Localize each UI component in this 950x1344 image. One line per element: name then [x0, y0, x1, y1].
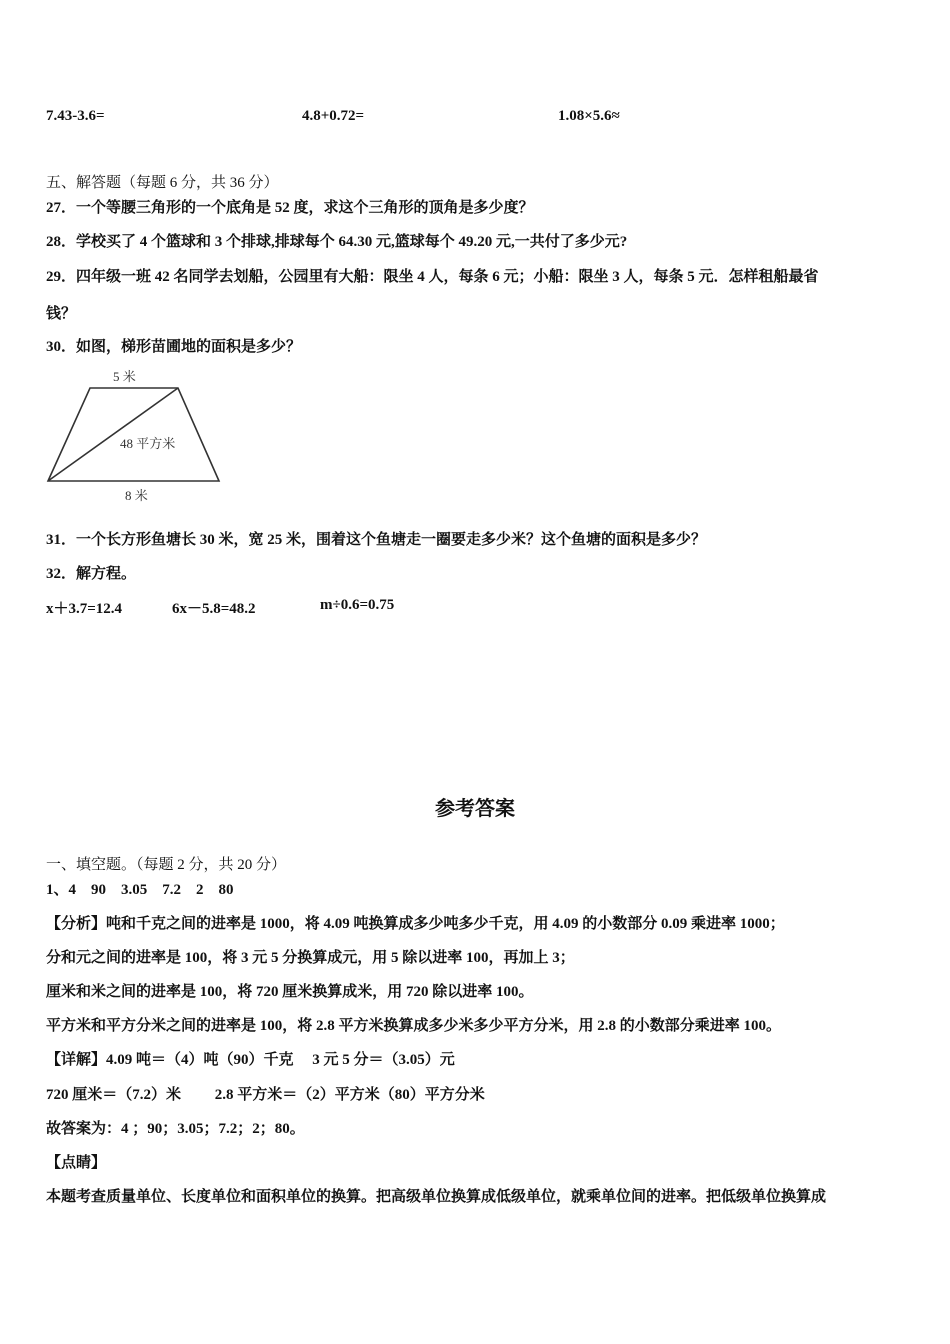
question-29-line1: 29．四年级一班 42 名同学去划船，公园里有大船：限坐 4 人，每条 6 元；小船：限坐 3 人，每条 5 元．怎样租船最省 [46, 269, 819, 285]
detail-tag: 【详解】 [46, 1052, 107, 1068]
area-label: 48 平方米 [120, 436, 176, 451]
question-30: 30．如图，梯形苗圃地的面积是多少？ [46, 339, 302, 355]
equation-1: x＋3.7=12.4 [46, 601, 123, 617]
question-32: 32．解方程。 [46, 566, 137, 582]
analysis-line-2: 分和元之间的进率是 100，将 3 元 5 分换算成元，用 5 除以进率 100，再加上 3； [46, 950, 575, 966]
detail-text-1: 4.09 吨＝（4）吨（90）千克 3 元 5 分＝（3.05）元 [106, 1052, 455, 1068]
analysis-line-1 [46, 914, 785, 934]
answers-section1-heading: 一、填空题。（每题 2 分，共 20 分） [46, 857, 287, 873]
question-31: 31．一个长方形鱼塘长 30 米，宽 25 米，围着这个鱼塘走一圈要走多少米？这个鱼塘的面积是多少？ [46, 532, 707, 548]
comment-line: 本题考查质量单位、长度单位和面积单位的换算。把高级单位换算成低级单位，就乘单位间的进率。把低级单位换算成 [46, 1189, 827, 1205]
trapezoid-shape [48, 388, 219, 481]
calc-item-2: 4.8+0.72= [302, 108, 365, 124]
comment-tag: 【点睛】 [46, 1155, 107, 1171]
trapezoid-figure [40, 364, 240, 509]
equation-3: m÷0.6=0.75 [320, 597, 395, 613]
equation-2: 6x－5.8=48.2 [172, 601, 256, 617]
question-28: 28．学校买了 4 个篮球和 3 个排球,排球每个 64.30 元,篮球每个 49.20 元,一共付了多少元? [46, 234, 628, 250]
answers-title: 参考答案 [435, 798, 515, 820]
analysis-line-3: 厘米和米之间的进率是 100，将 720 厘米换算成米，用 720 除以进率 100。 [46, 984, 534, 1000]
analysis-tag: 【分析】 [46, 916, 107, 932]
detail-line-1 [46, 1050, 455, 1070]
analysis-text-1: 吨和千克之间的进率是 1000，将 4.09 吨换算成多少吨多少千克，用 4.09 的小数部分 0.09 乘进率 1000； [106, 916, 785, 932]
bottom-base-label: 8 米 [125, 488, 148, 503]
section5-heading: 五、解答题（每题 6 分，共 36 分） [46, 175, 279, 191]
answer-1: 1、4 90 3.05 7.2 2 80 [46, 882, 234, 898]
calc-item-3: 1.08×5.6≈ [558, 108, 620, 124]
trapezoid-diagonal [48, 388, 178, 481]
calc-item-1: 7.43-3.6= [46, 108, 105, 124]
question-27: 27．一个等腰三角形的一个底角是 52 度，求这个三角形的顶角是多少度？ [46, 200, 534, 216]
question-29-line2: 钱？ [46, 306, 77, 322]
analysis-line-4: 平方米和平方分米之间的进率是 100，将 2.8 平方米换算成多少米多少平方分米，用 2.8 的小数部分乘进率 100。 [46, 1018, 782, 1034]
detail-line-2: 720 厘米＝（7.2）米 2.8 平方米＝（2）平方米（80）平方分米 [46, 1087, 485, 1103]
top-base-label: 5 米 [113, 369, 136, 384]
conclusion-line: 故答案为：4 ；90；3.05；7.2；2；80。 [46, 1121, 305, 1137]
